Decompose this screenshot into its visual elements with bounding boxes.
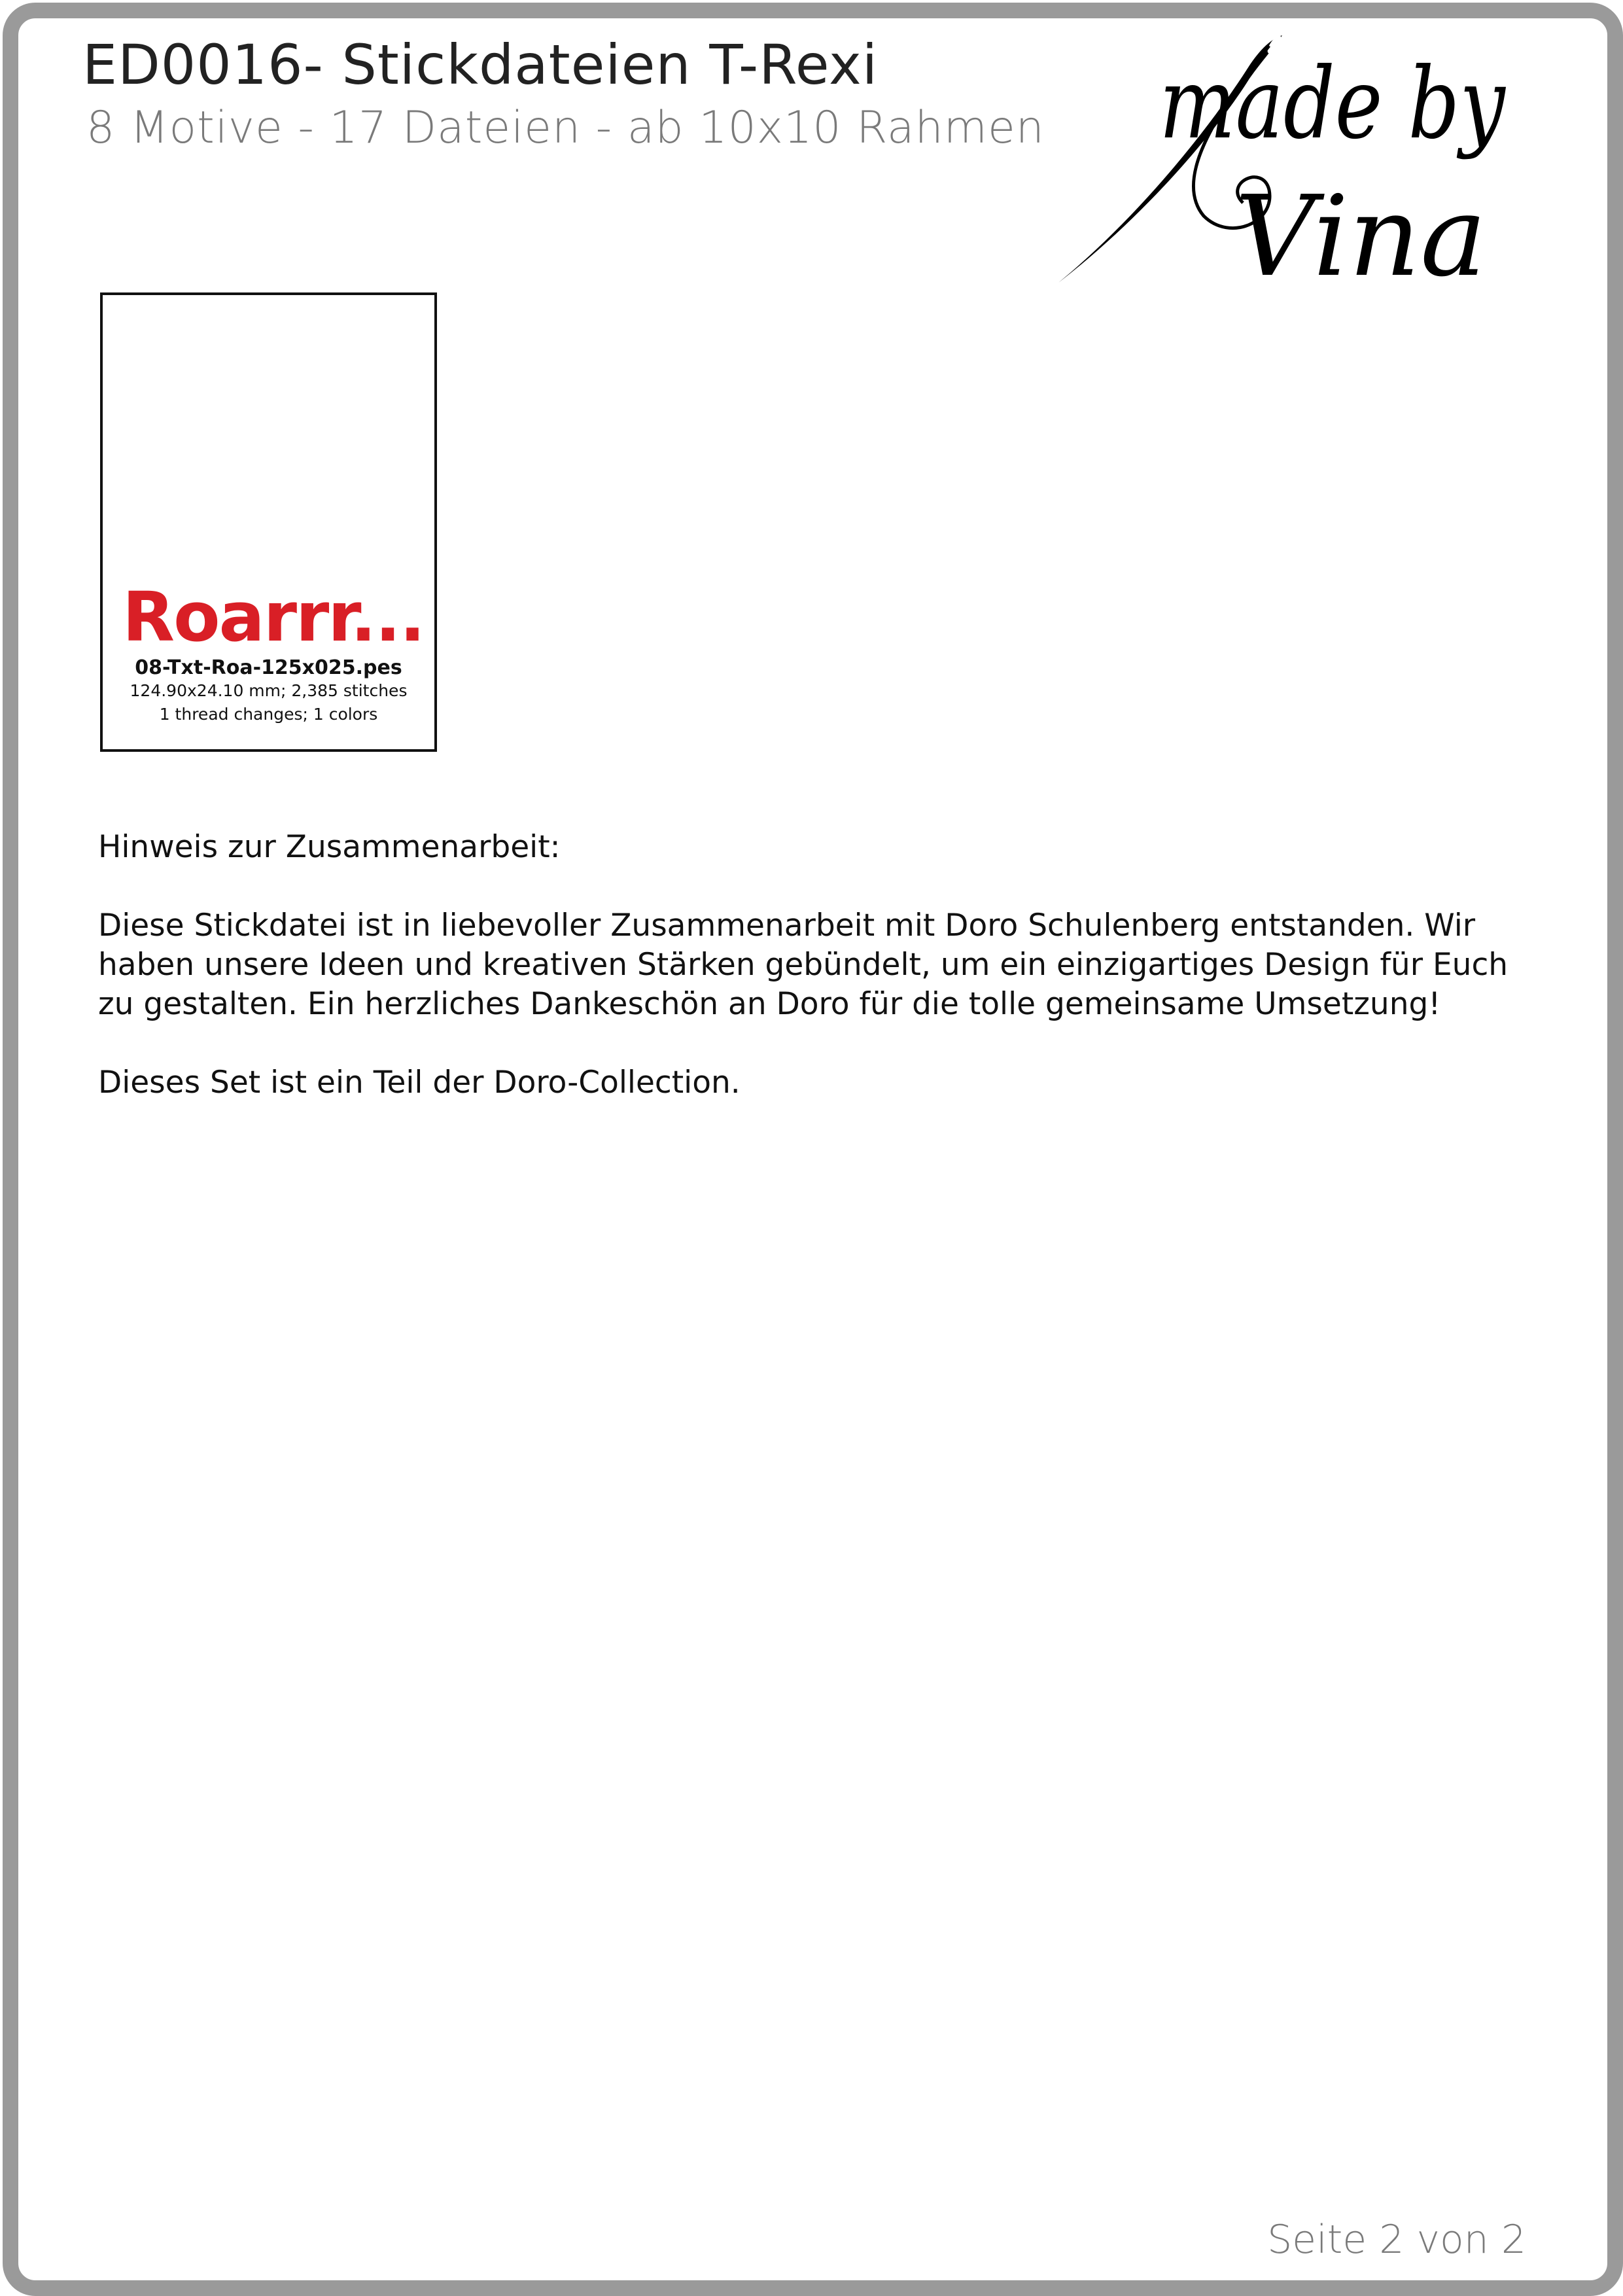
collaboration-note [98, 828, 1537, 1103]
note-heading: Hinweis zur Zusammenarbeit: [98, 829, 561, 865]
logo-line2: Vina [1234, 172, 1487, 288]
design-dimensions: 124.90x24.10 mm; 2,385 stitches [130, 681, 408, 700]
logo-line1: made by [1159, 47, 1505, 162]
design-preview-text: Roarrr... [122, 577, 425, 657]
embroidery-preview-card [100, 292, 437, 752]
document-subtitle: 8 Motive - 17 Dateien - ab 10x10 Rahmen [86, 102, 1045, 154]
note-footer: Dieses Set ist ein Teil der Doro-Collection. [98, 1065, 741, 1101]
note-body: Diese Stickdatei ist in liebevoller Zusammenarbeit mit Doro Schulenberg entstanden. Wir haben unsere Ideen und kreativen Stärken gebündelt, um ein einzigartiges Design für Euch zu gestalten. Ein herzliches Dankeschön an Doro für die tolle gemeinsame Umsetzung! [98, 908, 1509, 1022]
made-by-vina-logo [1053, 26, 1524, 288]
document-title: ED0016- Stickdateien T-Rexi [82, 33, 879, 97]
page-number: Seite 2 von 2 [1267, 2217, 1526, 2263]
design-filename: 08-Txt-Roa-125x025.pes [135, 656, 402, 679]
design-color-info: 1 thread changes; 1 colors [159, 705, 378, 724]
